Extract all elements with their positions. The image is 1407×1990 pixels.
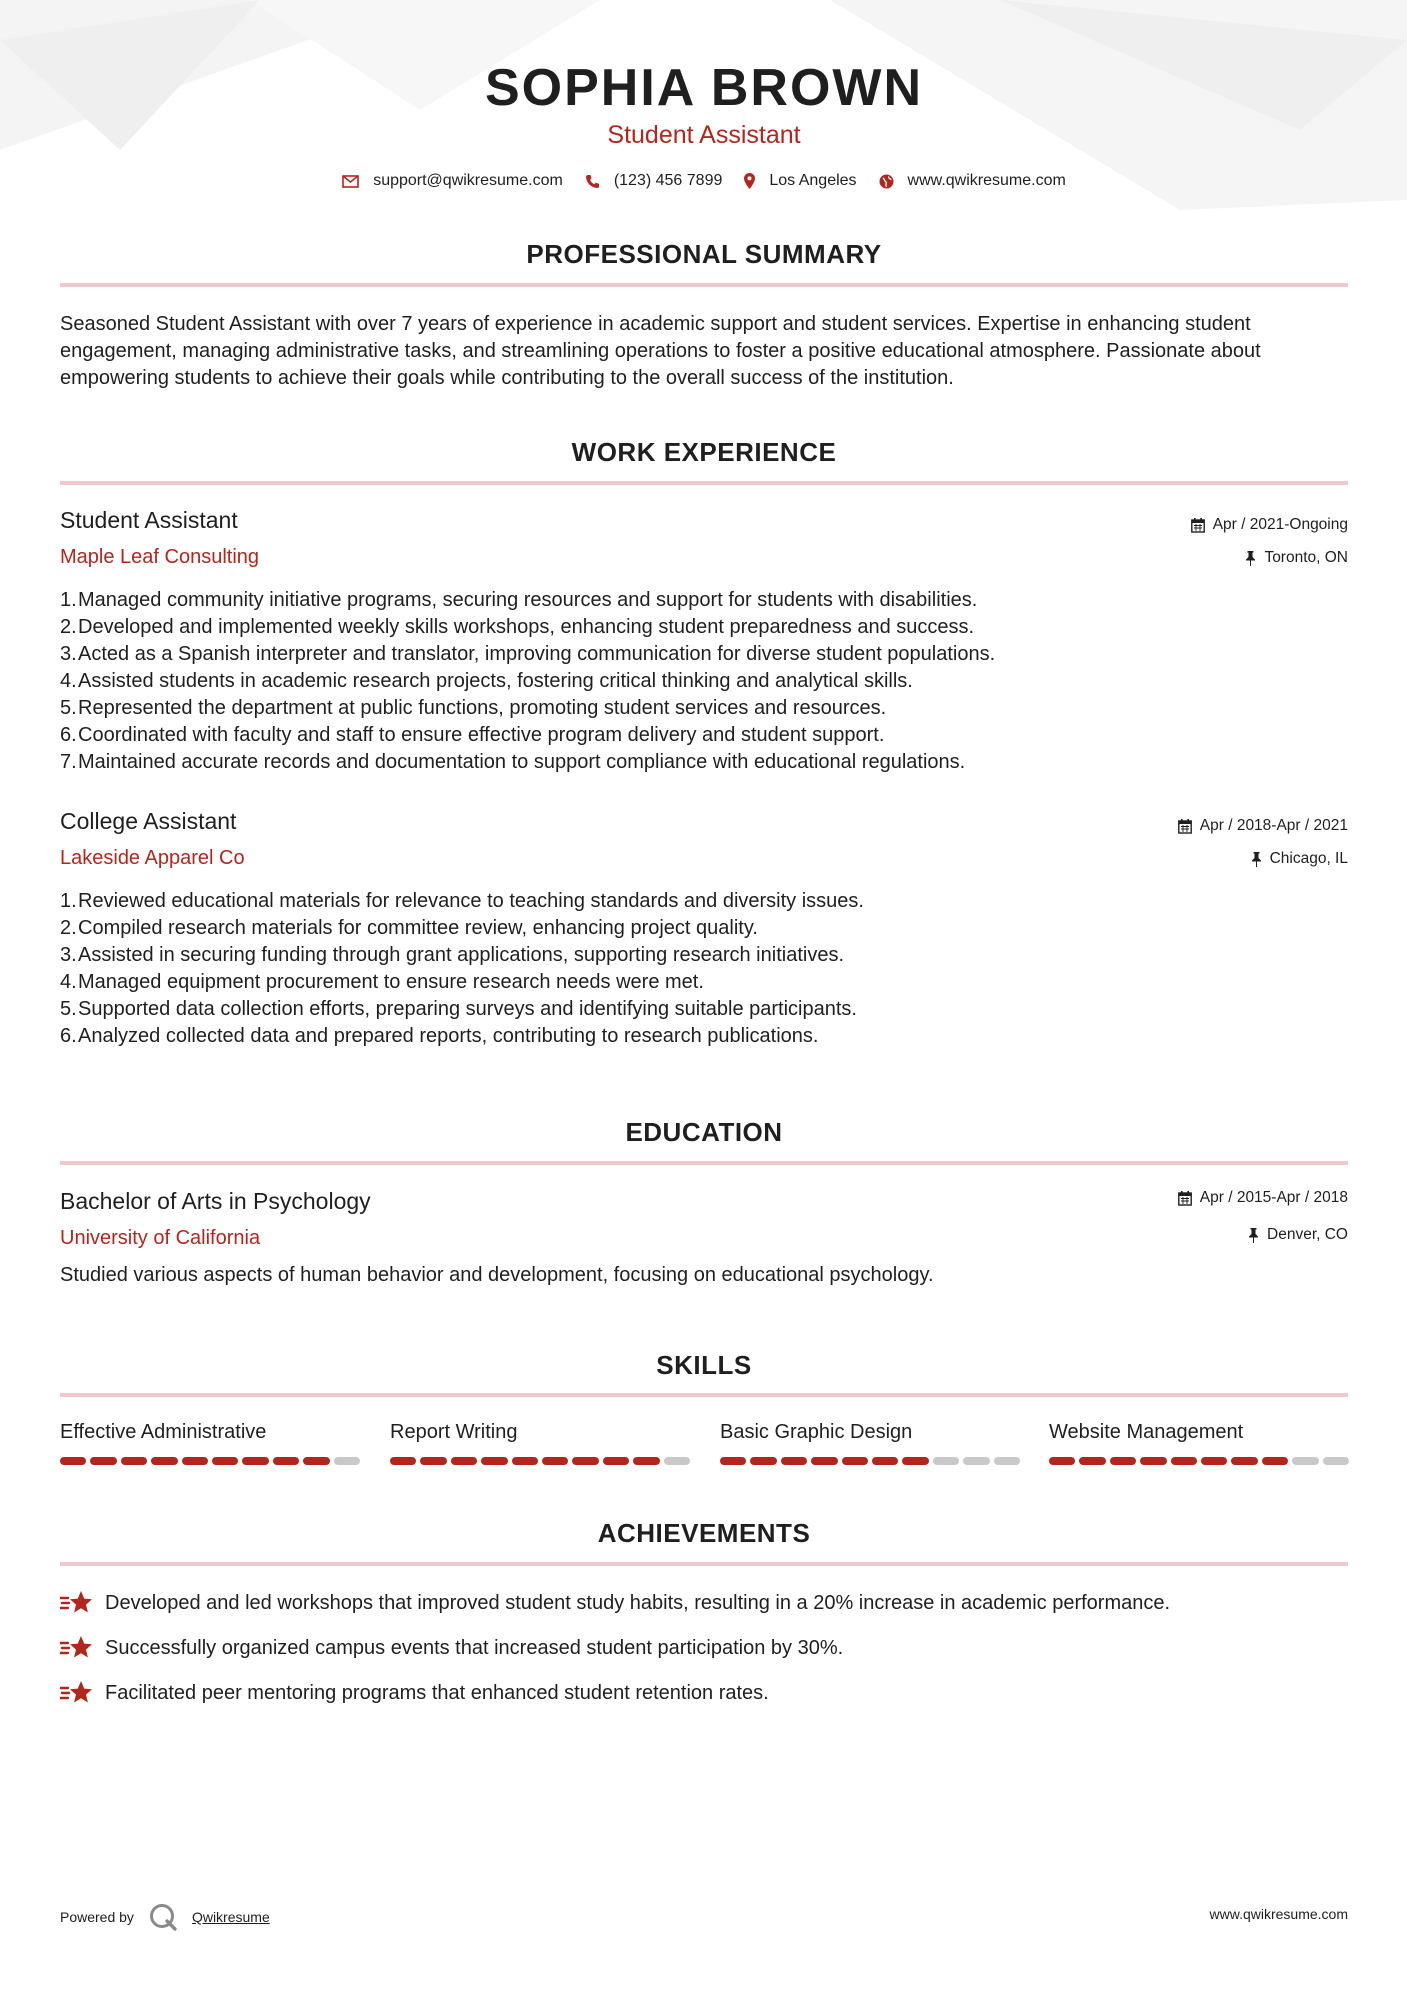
skill-segment-empty	[664, 1457, 690, 1465]
skill-segment-filled	[542, 1457, 568, 1465]
skill-segment-filled	[212, 1457, 238, 1465]
job-title: Student Assistant	[60, 507, 238, 533]
calendar-icon	[1178, 819, 1192, 834]
powered-by-label: Powered by	[60, 1909, 134, 1925]
job-title: College Assistant	[60, 808, 237, 834]
phone-icon	[585, 174, 600, 189]
skill-level-bar	[1049, 1457, 1349, 1465]
list-item: 4. Assisted students in academic research projects, fostering critical thinking and analytical skills.	[60, 670, 913, 692]
contact-location-text: Los Angeles	[769, 172, 857, 189]
job-location-text: Chicago, IL	[1269, 850, 1348, 867]
list-item: 7. Maintained accurate records and documentation to support compliance with educational regulations.	[60, 751, 966, 773]
skill-segment-filled	[1049, 1457, 1075, 1465]
experience-heading: WORK EXPERIENCE	[571, 437, 837, 467]
star-icon	[60, 1680, 93, 1706]
pushpin-icon	[1248, 1228, 1259, 1243]
education-location	[1248, 1226, 1348, 1244]
envelope-icon	[342, 175, 359, 188]
qwikresume-logo-icon	[148, 1902, 178, 1932]
contact-location	[744, 172, 856, 190]
education-location-text: Denver, CO	[1267, 1226, 1348, 1243]
list-item: 2. Compiled research materials for committee review, enhancing project quality.	[60, 917, 758, 939]
list-item: 6. Analyzed collected data and prepared reports, contributing to research publications.	[60, 1025, 819, 1047]
skill-segment-filled	[481, 1457, 507, 1465]
skill-segment-filled	[1140, 1457, 1166, 1465]
skill-segment-filled	[1079, 1457, 1105, 1465]
job-dates-text: Apr / 2018-Apr / 2021	[1199, 817, 1348, 834]
pushpin-icon	[1251, 852, 1262, 867]
calendar-icon	[1191, 518, 1205, 533]
achievement-text: Developed and led workshops that improved student study habits, resulting in a 20% increase in academic performance.	[105, 1591, 1171, 1614]
education-dates-text: Apr / 2015-Apr / 2018	[1199, 1189, 1348, 1206]
star-icon	[60, 1590, 93, 1616]
contact-website-text: www.qwikresume.com	[907, 172, 1066, 189]
achievement-text: Facilitated peer mentoring programs that enhanced student retention rates.	[105, 1681, 769, 1704]
list-item: 1. Reviewed educational materials for relevance to teaching standards and diversity issues.	[60, 890, 864, 912]
education-school: University of California	[60, 1227, 261, 1249]
skill-segment-filled	[273, 1457, 299, 1465]
skill-segment-filled	[603, 1457, 629, 1465]
skill-segment-filled	[420, 1457, 446, 1465]
skill-segment-filled	[242, 1457, 268, 1465]
globe-icon	[879, 174, 894, 189]
star-icon	[60, 1635, 93, 1661]
education-heading: EDUCATION	[625, 1117, 783, 1147]
skill-segment-empty	[1292, 1457, 1318, 1465]
job-location-text: Toronto, ON	[1264, 549, 1348, 566]
candidate-title: Student Assistant	[607, 121, 801, 149]
skill-segment-filled	[720, 1457, 746, 1465]
skill-segment-filled	[1171, 1457, 1197, 1465]
skill-segment-filled	[151, 1457, 177, 1465]
achievement-text: Successfully organized campus events that increased student participation by 30%.	[105, 1636, 844, 1659]
contact-email-text: support@qwikresume.com	[373, 172, 563, 189]
job-bullets	[60, 888, 864, 1050]
skill-segment-filled	[182, 1457, 208, 1465]
skill-segment-filled	[872, 1457, 898, 1465]
skills-divider	[60, 1393, 1348, 1397]
skill-segment-empty	[994, 1457, 1020, 1465]
achievements-divider	[60, 1562, 1348, 1566]
footer-website[interactable]: www.qwikresume.com	[1209, 1906, 1348, 1922]
skill-label: Website Management	[1049, 1421, 1244, 1443]
map-pin-icon	[744, 173, 755, 189]
skill-segment-filled	[781, 1457, 807, 1465]
skill-item	[390, 1421, 690, 1465]
list-item: 2. Developed and implemented weekly skills workshops, enhancing student preparedness and success.	[60, 616, 975, 638]
skill-label: Basic Graphic Design	[720, 1421, 913, 1443]
job-dates-text: Apr / 2021-Ongoing	[1212, 516, 1348, 533]
list-item: 4. Managed equipment procurement to ensure research needs were met.	[60, 971, 704, 993]
contact-phone[interactable]	[585, 172, 723, 190]
candidate-name: SOPHIA BROWN	[484, 59, 924, 117]
achievement-item	[60, 1680, 769, 1706]
summary-heading: PROFESSIONAL SUMMARY	[526, 239, 882, 269]
achievement-item	[60, 1635, 843, 1661]
contact-email[interactable]	[342, 172, 563, 190]
skill-segment-filled	[1231, 1457, 1257, 1465]
education-description: Studied various aspects of human behavior and development, focusing on educational psychology.	[60, 1264, 934, 1286]
achievements-heading: ACHIEVEMENTS	[597, 1518, 811, 1548]
contact-website[interactable]	[879, 172, 1066, 190]
list-item: 5. Supported data collection efforts, preparing surveys and identifying suitable participants.	[60, 998, 857, 1020]
skill-item	[1049, 1421, 1349, 1465]
footer-powered-by	[60, 1902, 270, 1932]
education-degree: Bachelor of Arts in Psychology	[60, 1188, 371, 1214]
skill-level-bar	[60, 1457, 360, 1465]
calendar-icon	[1178, 1191, 1192, 1206]
skill-segment-filled	[451, 1457, 477, 1465]
skill-item	[60, 1421, 360, 1465]
list-item: 1. Managed community initiative programs, securing resources and support for students with disabilities.	[60, 589, 978, 611]
summary-text: Seasoned Student Assistant with over 7 years of experience in academic support and student services. Expertise in enhancing student engagement, managing administrative tasks, and streamlining operations to foster a positive educational atmosphere. Passionate about empowering students to achieve their goals while contributing to the overall success of the institution.	[60, 313, 1261, 389]
skill-segment-empty	[933, 1457, 959, 1465]
skill-segment-filled	[90, 1457, 116, 1465]
skills-heading: SKILLS	[656, 1350, 752, 1380]
job-company: Maple Leaf Consulting	[60, 546, 260, 568]
qwikresume-link[interactable]: Qwikresume	[191, 1909, 270, 1925]
list-item: 3. Acted as a Spanish interpreter and translator, improving communication for diverse student populations.	[60, 643, 996, 665]
job-dates	[1178, 817, 1348, 835]
skill-segment-filled	[390, 1457, 416, 1465]
list-item: 5. Represented the department at public functions, promoting student services and resources.	[60, 697, 887, 719]
contact-phone-text: (123) 456 7899	[613, 172, 723, 189]
skill-segment-empty	[334, 1457, 360, 1465]
job-bullets	[60, 587, 995, 776]
skill-segment-empty	[1323, 1457, 1349, 1465]
job-company: Lakeside Apparel Co	[60, 847, 245, 869]
skill-level-bar	[390, 1457, 690, 1465]
skill-item	[720, 1421, 1020, 1465]
skill-segment-filled	[633, 1457, 659, 1465]
skill-segment-empty	[963, 1457, 989, 1465]
skill-segment-filled	[750, 1457, 776, 1465]
skill-segment-filled	[121, 1457, 147, 1465]
skill-segment-filled	[512, 1457, 538, 1465]
education-divider	[60, 1161, 1348, 1165]
skill-segment-filled	[1201, 1457, 1227, 1465]
skill-label: Effective Administrative	[60, 1421, 267, 1443]
skill-segment-filled	[60, 1457, 86, 1465]
skill-segment-filled	[902, 1457, 928, 1465]
skill-level-bar	[720, 1457, 1020, 1465]
summary-divider	[60, 283, 1348, 287]
skill-segment-filled	[572, 1457, 598, 1465]
skill-label: Report Writing	[390, 1421, 518, 1443]
list-item: 3. Assisted in securing funding through grant applications, supporting research initiatives.	[60, 944, 844, 966]
achievement-item	[60, 1590, 1170, 1616]
skill-segment-filled	[842, 1457, 868, 1465]
skill-segment-filled	[811, 1457, 837, 1465]
skill-segment-filled	[1262, 1457, 1288, 1465]
experience-divider	[60, 481, 1348, 485]
job-location	[1245, 549, 1348, 567]
pushpin-icon	[1245, 551, 1256, 566]
education-dates	[1178, 1189, 1348, 1207]
contact-bar	[60, 172, 1348, 190]
skill-segment-filled	[1110, 1457, 1136, 1465]
job-location	[1251, 850, 1348, 868]
job-dates	[1191, 516, 1348, 534]
skill-segment-filled	[303, 1457, 329, 1465]
list-item: 6. Coordinated with faculty and staff to ensure effective program delivery and student support.	[60, 724, 885, 746]
